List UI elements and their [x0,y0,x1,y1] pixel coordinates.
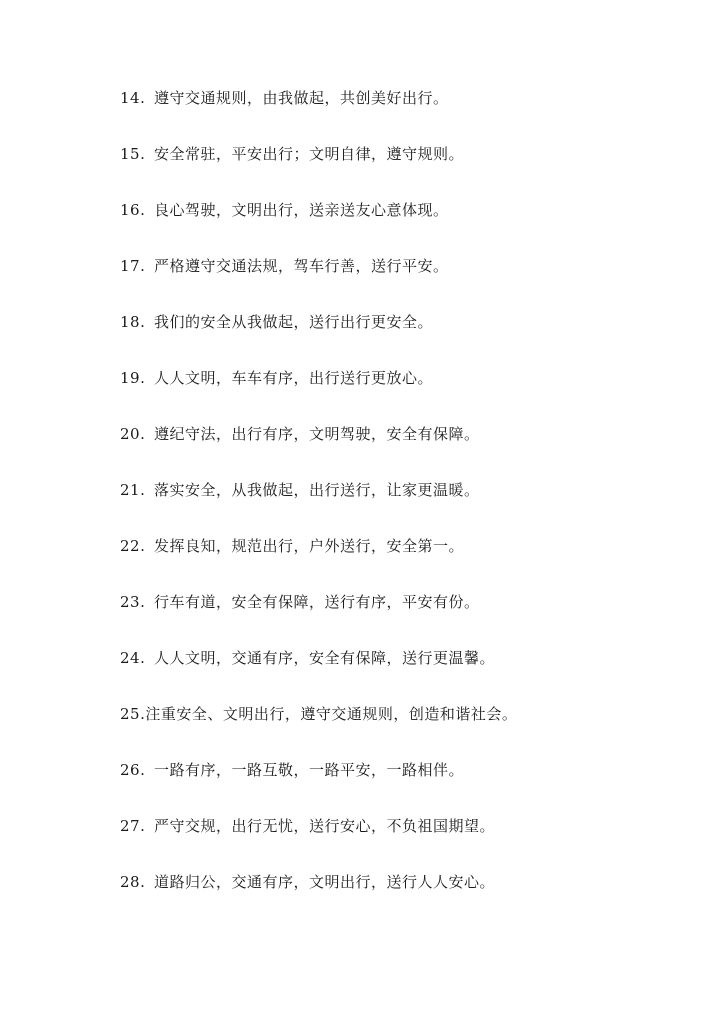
slogan-list [120,86,680,926]
list-item [120,870,680,926]
list-item [120,198,680,254]
list-item [120,422,680,478]
item-number: 23. [120,593,146,611]
item-text: 遵守交通规则，由我做起，共创美好出行。 [154,89,449,107]
item-number: 28. [120,873,146,891]
list-item [120,534,680,590]
item-text: 严守交规，出行无忧，送行安心，不负祖国期望。 [154,817,496,835]
list-item [120,142,680,198]
list-item [120,646,680,702]
item-number: 25. [120,705,146,723]
item-text: 发挥良知，规范出行，户外送行，安全第一。 [154,537,465,555]
item-number: 27. [120,817,146,835]
item-text: 道路归公，交通有序，文明出行，送行人人安心。 [154,873,496,891]
item-number: 21. [120,481,146,499]
list-item [120,86,680,142]
list-item [120,366,680,422]
item-text: 良心驾驶，文明出行，送亲送友心意体现。 [154,201,449,219]
item-text: 我们的安全从我做起，送行出行更安全。 [154,313,434,331]
item-number: 24. [120,649,146,667]
item-text: 行车有道，安全有保障，送行有序，平安有份。 [154,593,480,611]
item-text: 安全常驻，平安出行；文明自律，遵守规则。 [154,145,465,163]
item-text: 一路有序，一路互敬，一路平安，一路相伴。 [154,761,465,779]
item-number: 18. [120,313,146,331]
item-number: 19. [120,369,146,387]
list-item [120,478,680,534]
item-text: 人人文明，交通有序，安全有保障，送行更温馨。 [154,649,496,667]
list-item [120,310,680,366]
item-text: 落实安全，从我做起，出行送行，让家更温暖。 [154,481,480,499]
item-text: 人人文明，车车有序，出行送行更放心。 [154,369,434,387]
item-number: 22. [120,537,146,555]
list-item [120,254,680,310]
item-text: 遵纪守法，出行有序，文明驾驶，安全有保障。 [154,425,480,443]
item-number: 17. [120,257,146,275]
list-item [120,758,680,814]
item-text: 注重安全、文明出行，遵守交通规则，创造和谐社会。 [145,705,518,723]
list-item [120,590,680,646]
list-item [120,814,680,870]
list-item [120,702,680,758]
item-number: 20. [120,425,146,443]
item-number: 26. [120,761,146,779]
item-number: 15. [120,145,146,163]
item-number: 14. [120,89,146,107]
item-text: 严格遵守交通法规，驾车行善，送行平安。 [154,257,449,275]
item-number: 16. [120,201,146,219]
